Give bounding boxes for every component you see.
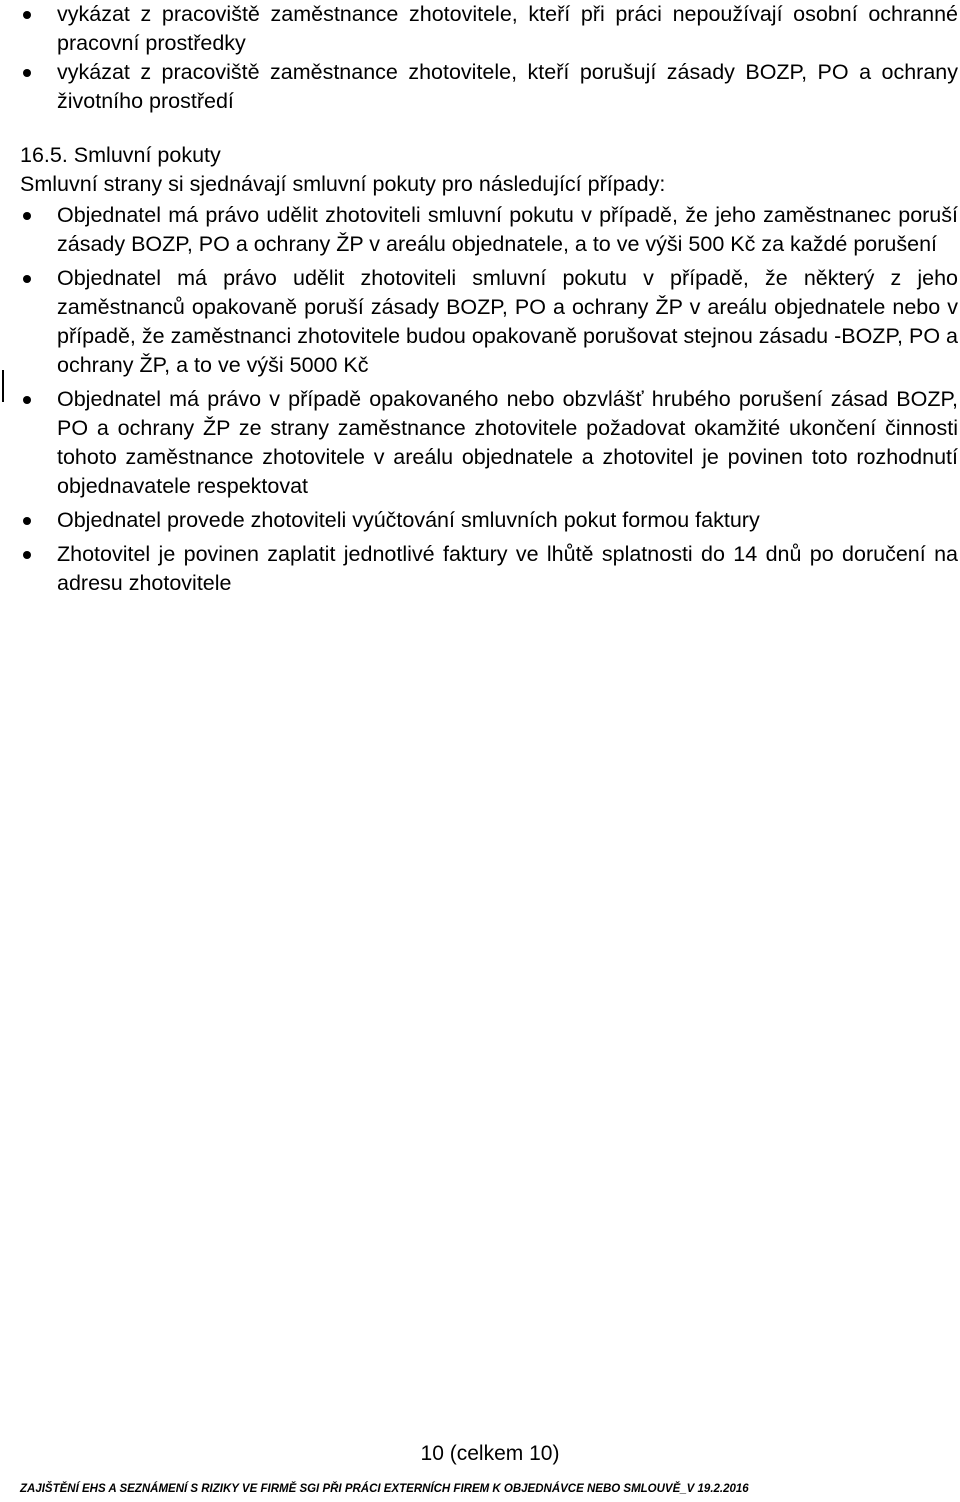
list-item-text: Objednatel provede zhotoviteli vyúčtování smluvních pokut formou faktury — [57, 508, 760, 532]
bullet-icon — [23, 275, 31, 283]
revision-change-bar — [2, 370, 4, 402]
list-item — [0, 0, 960, 58]
list-item — [0, 540, 960, 598]
page-number: 10 (celkem 10) — [420, 1442, 560, 1465]
top-bullet-list — [0, 0, 960, 116]
list-item — [0, 385, 960, 501]
bullet-icon — [23, 517, 31, 525]
list-item-text: Objednatel má právo udělit zhotoviteli smluvní pokutu v případě, že některý z jeho zaměstnanců opakovaně poruší zásady BOZP, PO a ochrany ŽP v areálu objednatele nebo v případě, že zaměstnanci zhotovitele budou opakovaně porušovat stejnou zásadu -BOZP, PO a ochrany ŽP, a to ve výši 5000 Kč — [57, 266, 958, 377]
list-item — [0, 58, 960, 116]
list-item-text: vykázat z pracoviště zaměstnance zhotovitele, kteří při práci nepoužívají osobní ochranné pracovní prostředky — [57, 2, 958, 55]
list-item-text: Objednatel má právo v případě opakovaného nebo obzvlášť hrubého porušení zásad BOZP, PO a ochrany ŽP ze strany zaměstnance zhotovitele požadovat okamžité ukončení činnosti tohoto zaměstnance zhotovitele v areálu objednatele a zhotovitel je povinen toto rozhodnutí objednavatele respektovat — [57, 387, 958, 498]
bullet-icon — [23, 396, 31, 404]
list-item — [0, 264, 960, 380]
list-item-text: Zhotovitel je povinen zaplatit jednotlivé faktury ve lhůtě splatnosti do 14 dnů po doručení na adresu zhotovitele — [57, 542, 958, 595]
page-footer: ZAJIŠTĚNÍ EHS A SEZNÁMENÍ S RIZIKY VE FIRMĚ SGI PŘI PRÁCI EXTERNÍCH FIREM K OBJEDNÁVCE NEBO SMLOUVĚ_V 19.2.2016 — [20, 1483, 749, 1495]
bullet-icon — [23, 11, 31, 19]
bullet-icon — [23, 212, 31, 220]
penalty-list — [0, 201, 960, 603]
bullet-icon — [23, 551, 31, 559]
list-item — [0, 506, 960, 535]
list-item — [0, 201, 960, 259]
section-intro: Smluvní strany si sjednávají smluvní pokuty pro následující případy: — [20, 172, 666, 196]
section-heading: 16.5. Smluvní pokuty — [20, 143, 221, 167]
bullet-icon — [23, 69, 31, 77]
list-item-text: Objednatel má právo udělit zhotoviteli smluvní pokutu v případě, že jeho zaměstnanec poruší zásady BOZP, PO a ochrany ŽP v areálu objednatele, a to ve výši 500 Kč za každé porušení — [57, 203, 958, 256]
list-item-text: vykázat z pracoviště zaměstnance zhotovitele, kteří porušují zásady BOZP, PO a ochrany životního prostředí — [57, 60, 958, 113]
